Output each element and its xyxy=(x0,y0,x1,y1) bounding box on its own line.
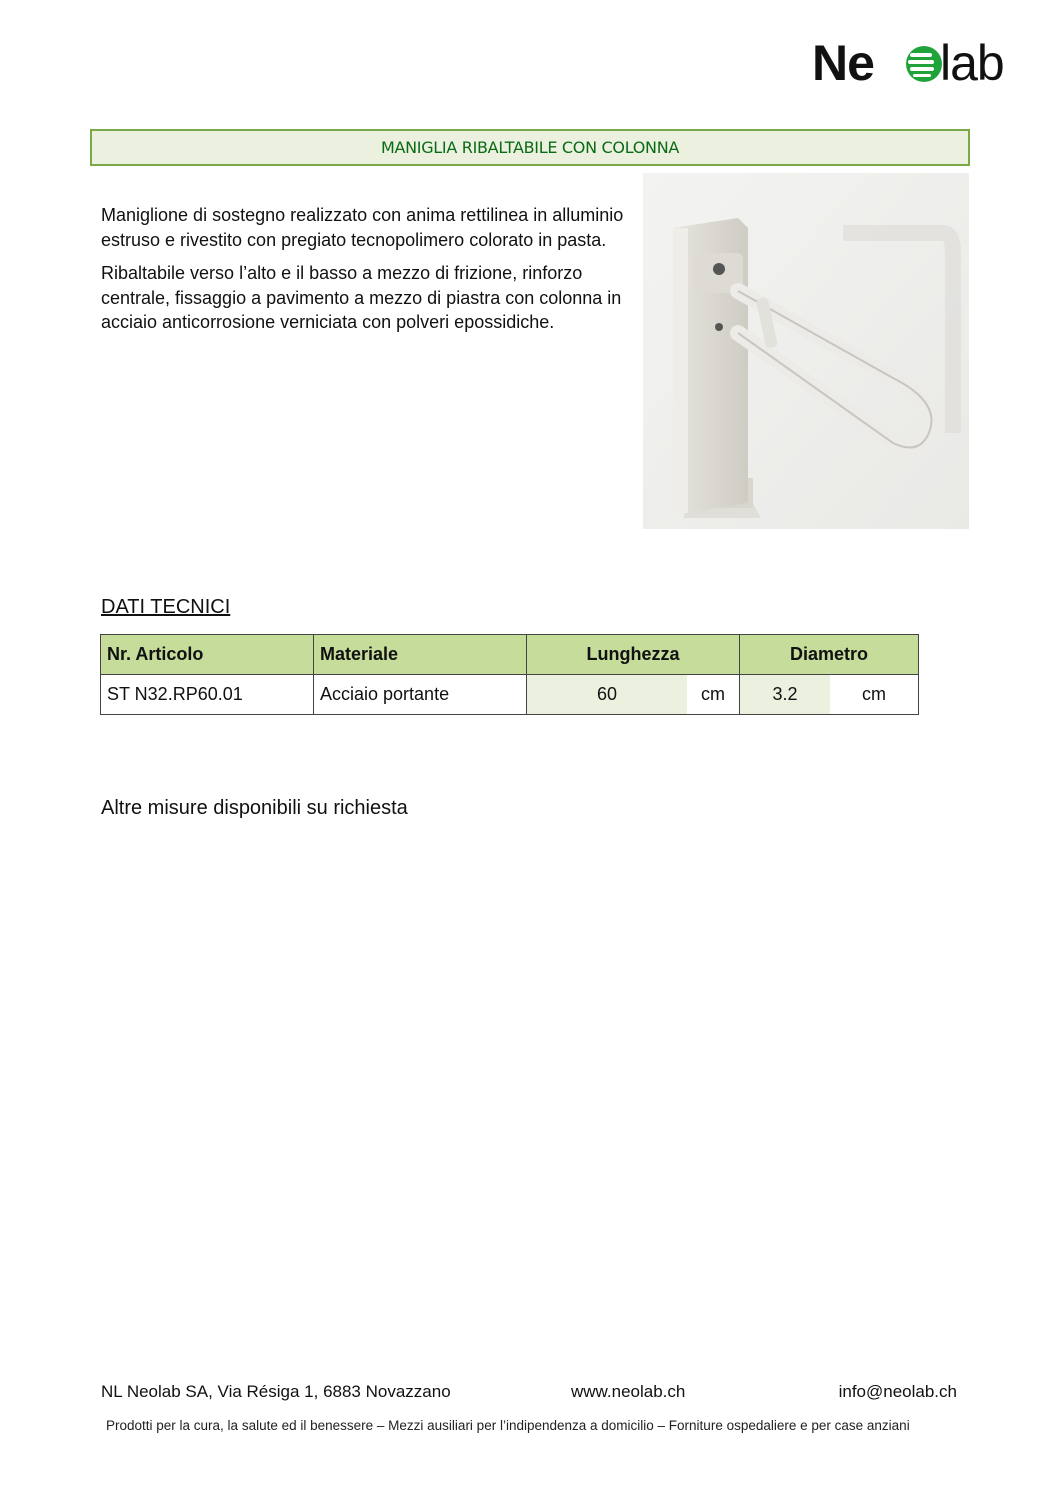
header-material: Materiale xyxy=(314,635,527,675)
table-header-row xyxy=(101,635,919,675)
logo-text-prefix: Ne xyxy=(812,35,874,91)
tech-data-table xyxy=(100,634,919,715)
product-image xyxy=(643,173,969,529)
logo-text-suffix: lab xyxy=(940,35,1004,91)
footer-address: NL Neolab SA, Via Résiga 1, 6883 Novazzano xyxy=(101,1382,451,1401)
product-title-box xyxy=(90,129,970,166)
header-article: Nr. Articolo xyxy=(101,635,314,675)
length-value: 60 xyxy=(596,684,618,704)
description-paragraph-2: Ribaltabile verso l’alto e il basso a mezzo di frizione, rinforzo centrale, fissaggio a pavimento a mezzo di piastra con colonna in acciaio anticorrosione verniciata con polveri epossidiche. xyxy=(101,263,622,332)
neolab-logo xyxy=(812,34,1012,94)
length-unit: cm xyxy=(687,675,739,714)
footer-tagline: Prodotti per la cura, la salute ed il benessere – Mezzi ausiliari per l’indipendenza a domicilio – Forniture ospedaliere e per case anziani xyxy=(106,1418,910,1433)
tech-data-heading: DATI TECNICI xyxy=(101,596,231,618)
header-diameter: Diametro xyxy=(740,635,919,675)
cell-diameter xyxy=(740,675,919,715)
diameter-value: 3.2 xyxy=(772,684,798,704)
header-length: Lunghezza xyxy=(527,635,740,675)
description-paragraph-1: Maniglione di sostegno realizzato con anima rettilinea in alluminio estruso e rivestito con pregiato tecnopolimero colorato in pasta. xyxy=(101,205,624,250)
product-description xyxy=(101,203,631,344)
footer-email-link[interactable]: info@neolab.ch xyxy=(838,1382,957,1401)
footer-website-link[interactable]: www.neolab.ch xyxy=(571,1382,686,1401)
table-row xyxy=(101,675,919,715)
cell-length xyxy=(527,675,740,715)
cell-article: ST N32.RP60.01 xyxy=(101,675,314,715)
availability-note: Altre misure disponibili su richiesta xyxy=(101,797,408,819)
cell-material: Acciaio portante xyxy=(314,675,527,715)
logo-hand-icon xyxy=(906,46,942,82)
product-title: MANIGLIA RIBALTABILE CON COLONNA xyxy=(380,138,680,157)
diameter-unit: cm xyxy=(830,675,918,714)
